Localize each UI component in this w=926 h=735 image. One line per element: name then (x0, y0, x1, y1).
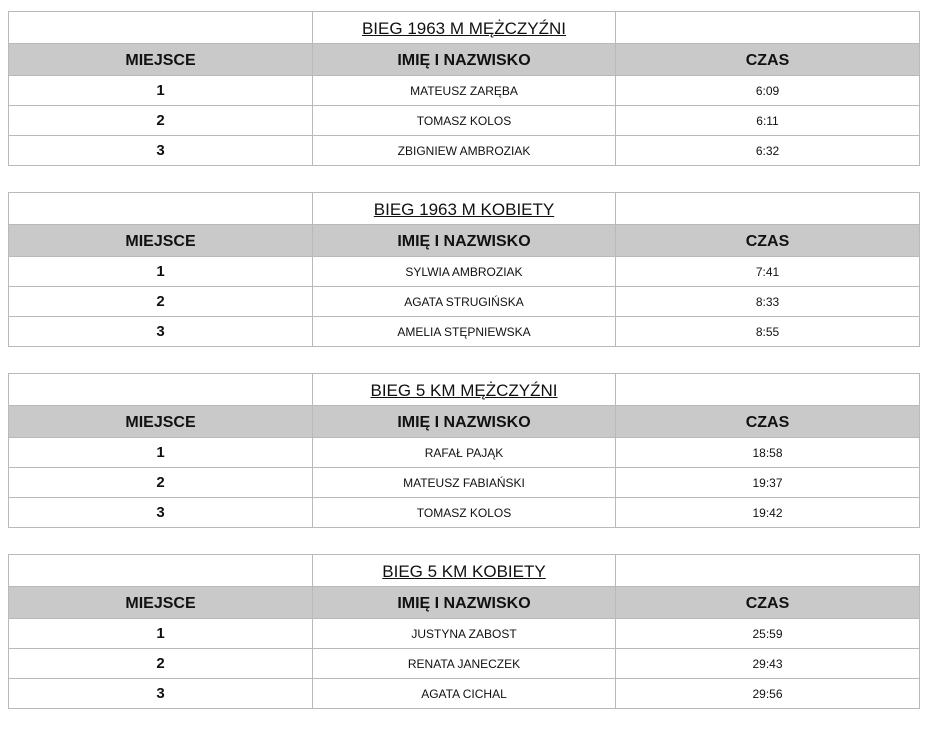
empty-cell (616, 12, 920, 44)
results-table (8, 192, 920, 347)
table-row (9, 76, 920, 106)
header-row (9, 406, 920, 438)
race-title: BIEG 1963 M KOBIETY (313, 193, 616, 225)
empty-cell (616, 193, 920, 225)
title-row (9, 193, 920, 225)
header-row (9, 587, 920, 619)
header-row (9, 44, 920, 76)
time-cell: 19:37 (616, 468, 920, 498)
race-block-men-1963m (8, 11, 919, 166)
place-cell: 1 (9, 257, 313, 287)
empty-cell (9, 374, 313, 406)
column-header-place: MIEJSCE (9, 225, 313, 257)
name-cell: MATEUSZ ZARĘBA (313, 76, 616, 106)
title-row (9, 374, 920, 406)
place-cell: 2 (9, 649, 313, 679)
time-cell: 29:56 (616, 679, 920, 709)
empty-cell (616, 374, 920, 406)
name-cell: JUSTYNA ZABOST (313, 619, 616, 649)
time-cell: 8:55 (616, 317, 920, 347)
name-cell: AMELIA STĘPNIEWSKA (313, 317, 616, 347)
results-table (8, 373, 920, 528)
name-cell: AGATA CICHAL (313, 679, 616, 709)
table-row (9, 317, 920, 347)
time-cell: 19:42 (616, 498, 920, 528)
empty-cell (9, 193, 313, 225)
empty-cell (616, 555, 920, 587)
column-header-name: IMIĘ I NAZWISKO (313, 225, 616, 257)
column-header-time: CZAS (616, 406, 920, 438)
time-cell: 8:33 (616, 287, 920, 317)
place-cell: 2 (9, 468, 313, 498)
column-header-time: CZAS (616, 587, 920, 619)
column-header-place: MIEJSCE (9, 44, 313, 76)
table-row (9, 468, 920, 498)
results-table (8, 11, 920, 166)
place-cell: 1 (9, 619, 313, 649)
name-cell: AGATA STRUGIŃSKA (313, 287, 616, 317)
name-cell: TOMASZ KOLOS (313, 106, 616, 136)
time-cell: 18:58 (616, 438, 920, 468)
place-cell: 3 (9, 317, 313, 347)
name-cell: MATEUSZ FABIAŃSKI (313, 468, 616, 498)
place-cell: 2 (9, 287, 313, 317)
column-header-time: CZAS (616, 225, 920, 257)
race-title: BIEG 5 KM MĘŻCZYŹNI (313, 374, 616, 406)
race-title: BIEG 5 KM KOBIETY (313, 555, 616, 587)
place-cell: 3 (9, 136, 313, 166)
name-cell: SYLWIA AMBROZIAK (313, 257, 616, 287)
place-cell: 3 (9, 679, 313, 709)
title-row (9, 12, 920, 44)
race-block-women-5km (8, 554, 919, 709)
race-block-men-5km (8, 373, 919, 528)
column-header-place: MIEJSCE (9, 587, 313, 619)
title-row (9, 555, 920, 587)
time-cell: 6:32 (616, 136, 920, 166)
race-title: BIEG 1963 M MĘŻCZYŹNI (313, 12, 616, 44)
time-cell: 25:59 (616, 619, 920, 649)
results-table (8, 554, 920, 709)
column-header-place: MIEJSCE (9, 406, 313, 438)
column-header-time: CZAS (616, 44, 920, 76)
name-cell: TOMASZ KOLOS (313, 498, 616, 528)
table-row (9, 619, 920, 649)
table-row (9, 649, 920, 679)
place-cell: 2 (9, 106, 313, 136)
time-cell: 7:41 (616, 257, 920, 287)
empty-cell (9, 555, 313, 587)
place-cell: 3 (9, 498, 313, 528)
table-row (9, 498, 920, 528)
table-row (9, 438, 920, 468)
table-row (9, 287, 920, 317)
table-row (9, 257, 920, 287)
name-cell: ZBIGNIEW AMBROZIAK (313, 136, 616, 166)
header-row (9, 225, 920, 257)
time-cell: 29:43 (616, 649, 920, 679)
table-row (9, 136, 920, 166)
results-document (8, 11, 919, 735)
place-cell: 1 (9, 76, 313, 106)
table-row (9, 106, 920, 136)
time-cell: 6:11 (616, 106, 920, 136)
column-header-name: IMIĘ I NAZWISKO (313, 587, 616, 619)
race-block-women-1963m (8, 192, 919, 347)
name-cell: RAFAŁ PAJĄK (313, 438, 616, 468)
empty-cell (9, 12, 313, 44)
table-row (9, 679, 920, 709)
name-cell: RENATA JANECZEK (313, 649, 616, 679)
column-header-name: IMIĘ I NAZWISKO (313, 44, 616, 76)
place-cell: 1 (9, 438, 313, 468)
time-cell: 6:09 (616, 76, 920, 106)
column-header-name: IMIĘ I NAZWISKO (313, 406, 616, 438)
